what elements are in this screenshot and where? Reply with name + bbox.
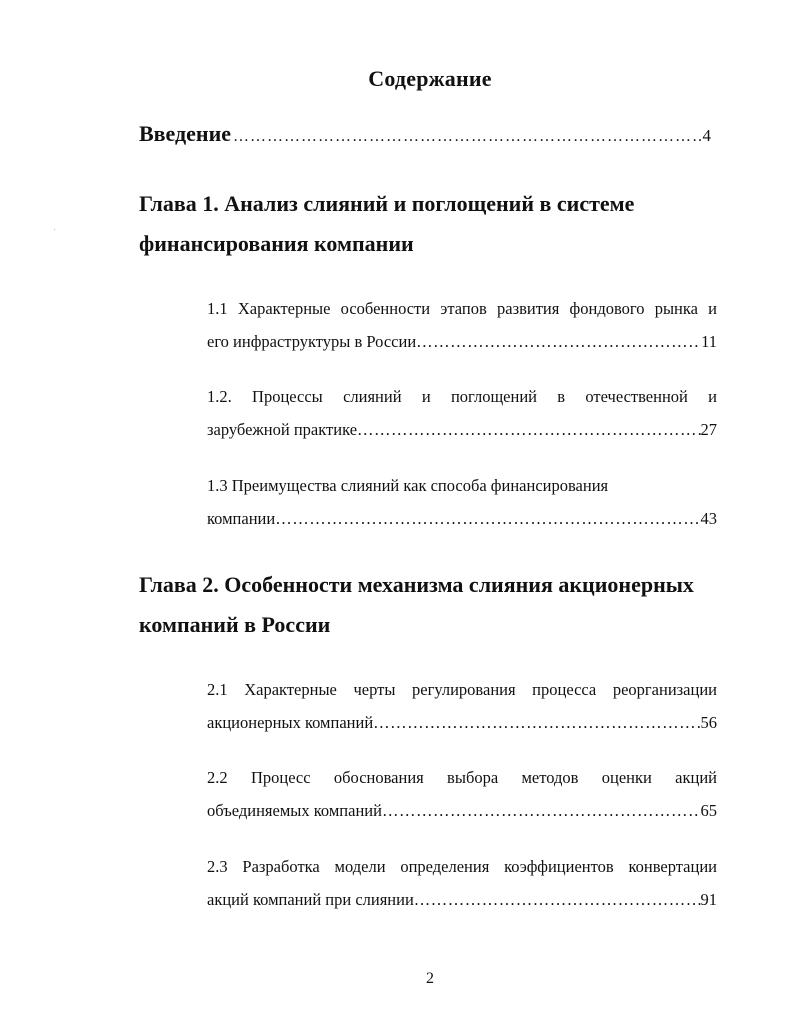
- toc-entry-line1: 1.3 Преимущества слияний как способа финансирования: [207, 476, 609, 495]
- toc-entry-line2: [207, 794, 717, 827]
- toc-entry-1-1[interactable]: [207, 292, 717, 358]
- dot-leader: [275, 502, 700, 535]
- toc-entry-line2: [207, 502, 717, 535]
- toc-entry-text: акций компаний при слиянии: [207, 890, 414, 909]
- toc-entry-2-3[interactable]: [207, 850, 717, 916]
- toc-intro-label: Введение: [139, 121, 232, 146]
- toc-entry-page: 11: [701, 332, 717, 351]
- toc-entry-line1: 2.3 Разработка модели определения коэффициентов конвертации: [207, 857, 717, 876]
- dot-leader: [414, 883, 701, 916]
- toc-entry-page: 91: [700, 890, 717, 909]
- toc-entry-text: зарубежной практике: [207, 420, 358, 439]
- toc-entry-line1: 2.2 Процесс обоснования выбора методов оценки акций: [207, 768, 717, 787]
- dot-leader: [416, 325, 701, 358]
- toc-entry-page: 56: [700, 713, 717, 732]
- toc-entry-1-2[interactable]: [207, 380, 717, 446]
- dot-leader: [233, 128, 700, 146]
- chapter-2-heading[interactable]: Глава 2. Особенности механизма слияния акционерных компаний в России: [139, 572, 694, 637]
- dot-leader: [382, 794, 701, 827]
- scan-speck: [54, 229, 55, 230]
- toc-entry-2-2[interactable]: [207, 761, 717, 827]
- toc-entry-line1: 1.2. Процессы слияний и поглощений в отечественной и: [207, 387, 717, 406]
- toc-entry-line2: [207, 706, 717, 739]
- toc-entry-page: 65: [700, 801, 717, 820]
- toc-entry-line2: [207, 413, 717, 446]
- toc-intro-page: 4: [702, 126, 711, 145]
- toc-entry-line2: [207, 325, 717, 358]
- toc-entry-introduction[interactable]: [139, 121, 711, 147]
- page-number: 2: [426, 970, 434, 987]
- toc-entry-line1: 1.1 Характерные особенности этапов развития фондового рынка и: [207, 299, 717, 318]
- toc-entry-page: 43: [700, 509, 717, 528]
- toc-entry-line2: [207, 883, 717, 916]
- toc-entry-page: 27: [700, 420, 717, 439]
- toc-entry-text: объединяемых компаний: [207, 801, 382, 820]
- page-title: Содержание: [368, 66, 492, 91]
- toc-entry-line1: 2.1 Характерные черты регулирования процесса реорганизации: [207, 680, 717, 699]
- chapter-1-heading[interactable]: Глава 1. Анализ слияний и поглощений в системе финансирования компании: [139, 191, 635, 256]
- toc-entry-text: акционерных компаний: [207, 713, 374, 732]
- toc-entry-2-1[interactable]: [207, 673, 717, 739]
- dot-leader: [357, 413, 700, 446]
- dot-leader: [373, 706, 700, 739]
- toc-entry-text: компании: [207, 509, 276, 528]
- toc-entry-text: его инфраструктуры в России: [207, 332, 417, 351]
- toc-entry-1-3[interactable]: [207, 469, 717, 535]
